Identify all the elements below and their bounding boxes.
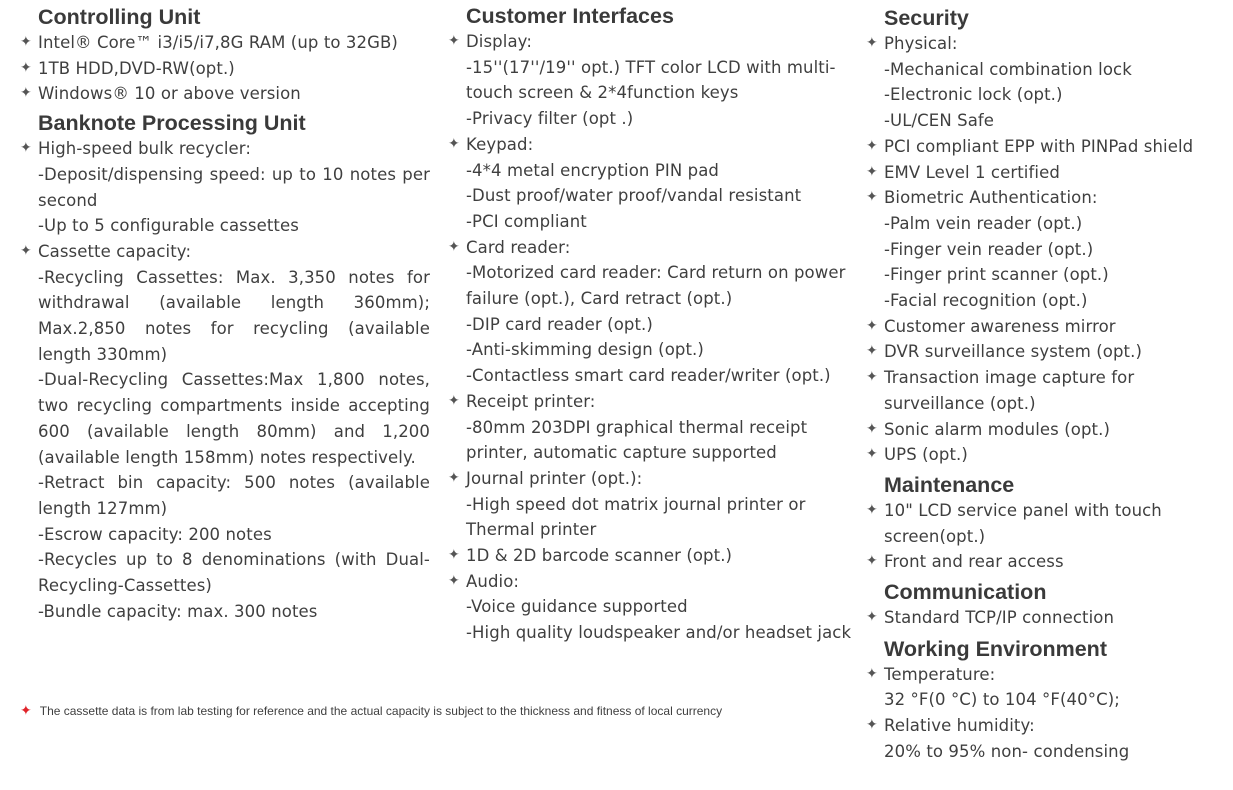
bullet-star-icon: ✦ bbox=[448, 33, 460, 49]
bullet-star-icon: ✦ bbox=[866, 343, 878, 360]
spec-subitem: -Facial recognition (opt.) bbox=[884, 291, 1088, 311]
spec-item bbox=[20, 136, 430, 162]
spec-subitem: -High speed dot matrix journal printer or Thermal printer bbox=[466, 494, 806, 540]
spec-item bbox=[448, 389, 858, 415]
footnote bbox=[20, 702, 722, 719]
spec-item-text: Standard TCP/IP connection bbox=[884, 608, 1115, 628]
spec-subitem: -PCI compliant bbox=[466, 211, 587, 231]
spec-item bbox=[448, 569, 858, 595]
column-right bbox=[866, 5, 1226, 765]
bullet-star-icon: ✦ bbox=[866, 189, 878, 206]
bullet-star-icon: ✦ bbox=[866, 609, 878, 626]
spec-subitem: -Dust proof/water proof/vandal resistant bbox=[466, 186, 802, 206]
bullet-star-icon: ✦ bbox=[448, 547, 460, 564]
spec-subitem: -Escrow capacity: 200 notes bbox=[38, 524, 272, 544]
spec-subitem: -Recycling Cassettes: Max. 3,350 notes for withdrawal (available length 360mm); Max.2,850 notes for recycling (available length 330mm) bbox=[38, 267, 430, 364]
spec-item-text: Customer awareness mirror bbox=[884, 316, 1116, 336]
spec-item-text: UPS (opt.) bbox=[884, 445, 968, 465]
bullet-star-icon: ✦ bbox=[20, 59, 32, 76]
spec-subitem: -4*4 metal encryption PIN pad bbox=[466, 160, 719, 180]
spec-item bbox=[448, 132, 858, 158]
spec-item-text: Transaction image capture for surveillance (opt.) bbox=[884, 368, 1135, 413]
spec-subitem: -High quality loudspeaker and/or headset jack bbox=[466, 623, 852, 643]
spec-item-text: EMV Level 1 certified bbox=[884, 162, 1060, 182]
spec-item-text: Audio: bbox=[466, 571, 520, 591]
spec-item bbox=[448, 543, 858, 569]
spec-item-text: 1D & 2D barcode scanner (opt.) bbox=[466, 546, 733, 566]
spec-item-text: Intel® Core™ i3/i5/i7,8G RAM (up to 32GB) bbox=[38, 33, 398, 52]
spec-item bbox=[866, 185, 1226, 211]
spec-subitem: -Mechanical combination lock bbox=[884, 59, 1132, 79]
footnote-text: The cassette data is from lab testing for reference and the actual capacity is subject to the thickness and fitness of local currency bbox=[39, 704, 723, 718]
section-heading: Maintenance bbox=[884, 472, 1015, 497]
column-left bbox=[20, 4, 430, 624]
bullet-star-icon: ✦ bbox=[448, 469, 460, 486]
section-heading: Working Environment bbox=[884, 636, 1107, 661]
spec-item-text: Biometric Authentication: bbox=[884, 188, 1098, 208]
spec-subitem: -Retract bin capacity: 500 notes (available length 127mm) bbox=[38, 473, 430, 518]
bullet-star-icon: ✦ bbox=[866, 717, 878, 734]
spec-subitem: -Anti-skimming design (opt.) bbox=[466, 340, 704, 360]
bullet-star-icon: ✦ bbox=[20, 85, 32, 102]
bullet-star-icon: ✦ bbox=[866, 665, 878, 682]
section bbox=[866, 5, 1226, 468]
bullet-star-icon: ✦ bbox=[448, 572, 460, 589]
bullet-star-icon: ✦ bbox=[20, 242, 32, 259]
spec-item bbox=[448, 29, 858, 55]
spec-subitem: -Electronic lock (opt.) bbox=[884, 85, 1063, 105]
spec-item-text: PCI compliant EPP with PINPad shield bbox=[884, 136, 1194, 156]
spec-subitem: -Voice guidance supported bbox=[466, 597, 688, 617]
bullet-star-icon: ✦ bbox=[448, 392, 460, 409]
bullet-star-icon: ✦ bbox=[866, 35, 878, 51]
spec-item bbox=[866, 339, 1226, 365]
bullet-star-icon: ✦ bbox=[866, 163, 878, 180]
spec-subitem: -Deposit/dispensing speed: up to 10 notes per second bbox=[38, 164, 430, 210]
spec-item-text: Temperature: bbox=[884, 664, 996, 684]
section-heading: Banknote Processing Unit bbox=[38, 111, 306, 136]
spec-item-text: 1TB HDD,DVD-RW(opt.) bbox=[38, 58, 235, 78]
bullet-star-icon: ✦ bbox=[20, 140, 32, 157]
spec-subitem: -Contactless smart card reader/writer (opt.) bbox=[466, 366, 831, 386]
section bbox=[448, 3, 858, 646]
bullet-star-icon: ✦ bbox=[866, 317, 878, 334]
section bbox=[866, 472, 1226, 575]
section bbox=[20, 110, 430, 624]
spec-subitem: -15''(17''/19'' opt.) TFT color LCD with multi-touch screen & 2*4function keys bbox=[466, 57, 836, 103]
spec-item bbox=[866, 365, 1226, 416]
spec-subitem: -DIP card reader (opt.) bbox=[466, 314, 653, 334]
spec-item-text: 10" LCD service panel with touch screen(opt.) bbox=[884, 500, 1162, 546]
spec-item bbox=[866, 498, 1226, 549]
section bbox=[20, 4, 430, 107]
spec-item bbox=[866, 662, 1226, 688]
section bbox=[866, 579, 1226, 631]
spec-item bbox=[866, 31, 1226, 57]
spec-item-text: Physical: bbox=[884, 34, 958, 53]
bullet-star-icon: ✦ bbox=[20, 34, 32, 50]
spec-item-text: Receipt printer: bbox=[466, 391, 596, 411]
spec-subitem: -Palm vein reader (opt.) bbox=[884, 213, 1083, 233]
spec-subitem: -Privacy filter (opt .) bbox=[466, 109, 634, 129]
spec-item bbox=[20, 56, 430, 82]
spec-item-text: Windows® 10 or above version bbox=[38, 84, 301, 104]
spec-subitem: -80mm 203DPI graphical thermal receipt printer, automatic capture supported bbox=[466, 417, 808, 463]
spec-item bbox=[866, 314, 1226, 340]
footnote-star-icon: ✦ bbox=[20, 702, 32, 718]
bullet-star-icon: ✦ bbox=[866, 137, 878, 154]
section-heading: Communication bbox=[884, 580, 1047, 605]
spec-item bbox=[866, 713, 1226, 739]
bullet-star-icon: ✦ bbox=[448, 135, 460, 152]
spec-item-text: Relative humidity: bbox=[884, 716, 1035, 736]
spec-item-text: DVR surveillance system (opt.) bbox=[884, 342, 1143, 362]
spec-subitem: -Finger print scanner (opt.) bbox=[884, 265, 1109, 285]
spec-subitem: -Recycles up to 8 denominations (with Dual- Recycling-Cassettes) bbox=[38, 550, 430, 596]
spec-item-text: Display: bbox=[466, 32, 532, 51]
spec-item-text: Cassette capacity: bbox=[38, 241, 192, 261]
spec-item bbox=[448, 466, 858, 492]
spec-item bbox=[866, 442, 1226, 468]
spec-item-text: Sonic alarm modules (opt.) bbox=[884, 419, 1110, 439]
spec-item-text: Keypad: bbox=[466, 134, 534, 154]
spec-item bbox=[866, 417, 1226, 443]
spec-subitem: -Bundle capacity: max. 300 notes bbox=[38, 601, 318, 621]
spec-subitem: 32 °F(0 °C) to 104 °F(40°C); bbox=[884, 690, 1120, 710]
spec-item bbox=[866, 605, 1226, 631]
spec-item-text: High-speed bulk recycler: bbox=[38, 139, 252, 159]
bullet-star-icon: ✦ bbox=[866, 553, 878, 570]
bullet-star-icon: ✦ bbox=[866, 446, 878, 463]
section-heading: Customer Interfaces bbox=[466, 4, 674, 28]
spec-item-text: Card reader: bbox=[466, 237, 571, 257]
spec-item bbox=[20, 239, 430, 265]
spec-subitem: -Finger vein reader (opt.) bbox=[884, 239, 1094, 259]
spec-item bbox=[448, 235, 858, 261]
spec-item bbox=[866, 549, 1226, 575]
section-heading: Security bbox=[884, 6, 969, 30]
spec-subitem: -Up to 5 configurable cassettes bbox=[38, 216, 299, 236]
section-heading: Controlling Unit bbox=[38, 5, 201, 29]
spec-item bbox=[866, 134, 1226, 160]
spec-item bbox=[20, 30, 430, 56]
bullet-star-icon: ✦ bbox=[448, 238, 460, 255]
spec-item-text: Front and rear access bbox=[884, 552, 1064, 572]
spec-item-text: Journal printer (opt.): bbox=[466, 468, 643, 488]
column-middle bbox=[448, 3, 858, 646]
spec-subitem: -Motorized card reader: Card return on power failure (opt.), Card retract (opt.) bbox=[466, 263, 846, 309]
spec-item bbox=[866, 160, 1226, 186]
spec-subitem: 20% to 95% non- condensing bbox=[884, 741, 1130, 761]
bullet-star-icon: ✦ bbox=[866, 420, 878, 437]
bullet-star-icon: ✦ bbox=[866, 369, 878, 386]
spec-subitem: -Dual-Recycling Cassettes:Max 1,800 notes, two recycling compartments inside accepting 600 (available length 80mm) and 1,200 (available length 158mm) notes respectively. bbox=[38, 370, 430, 467]
bullet-star-icon: ✦ bbox=[866, 501, 878, 518]
section bbox=[866, 636, 1226, 765]
spec-subitem: -UL/CEN Safe bbox=[884, 111, 995, 131]
spec-item bbox=[20, 81, 430, 107]
